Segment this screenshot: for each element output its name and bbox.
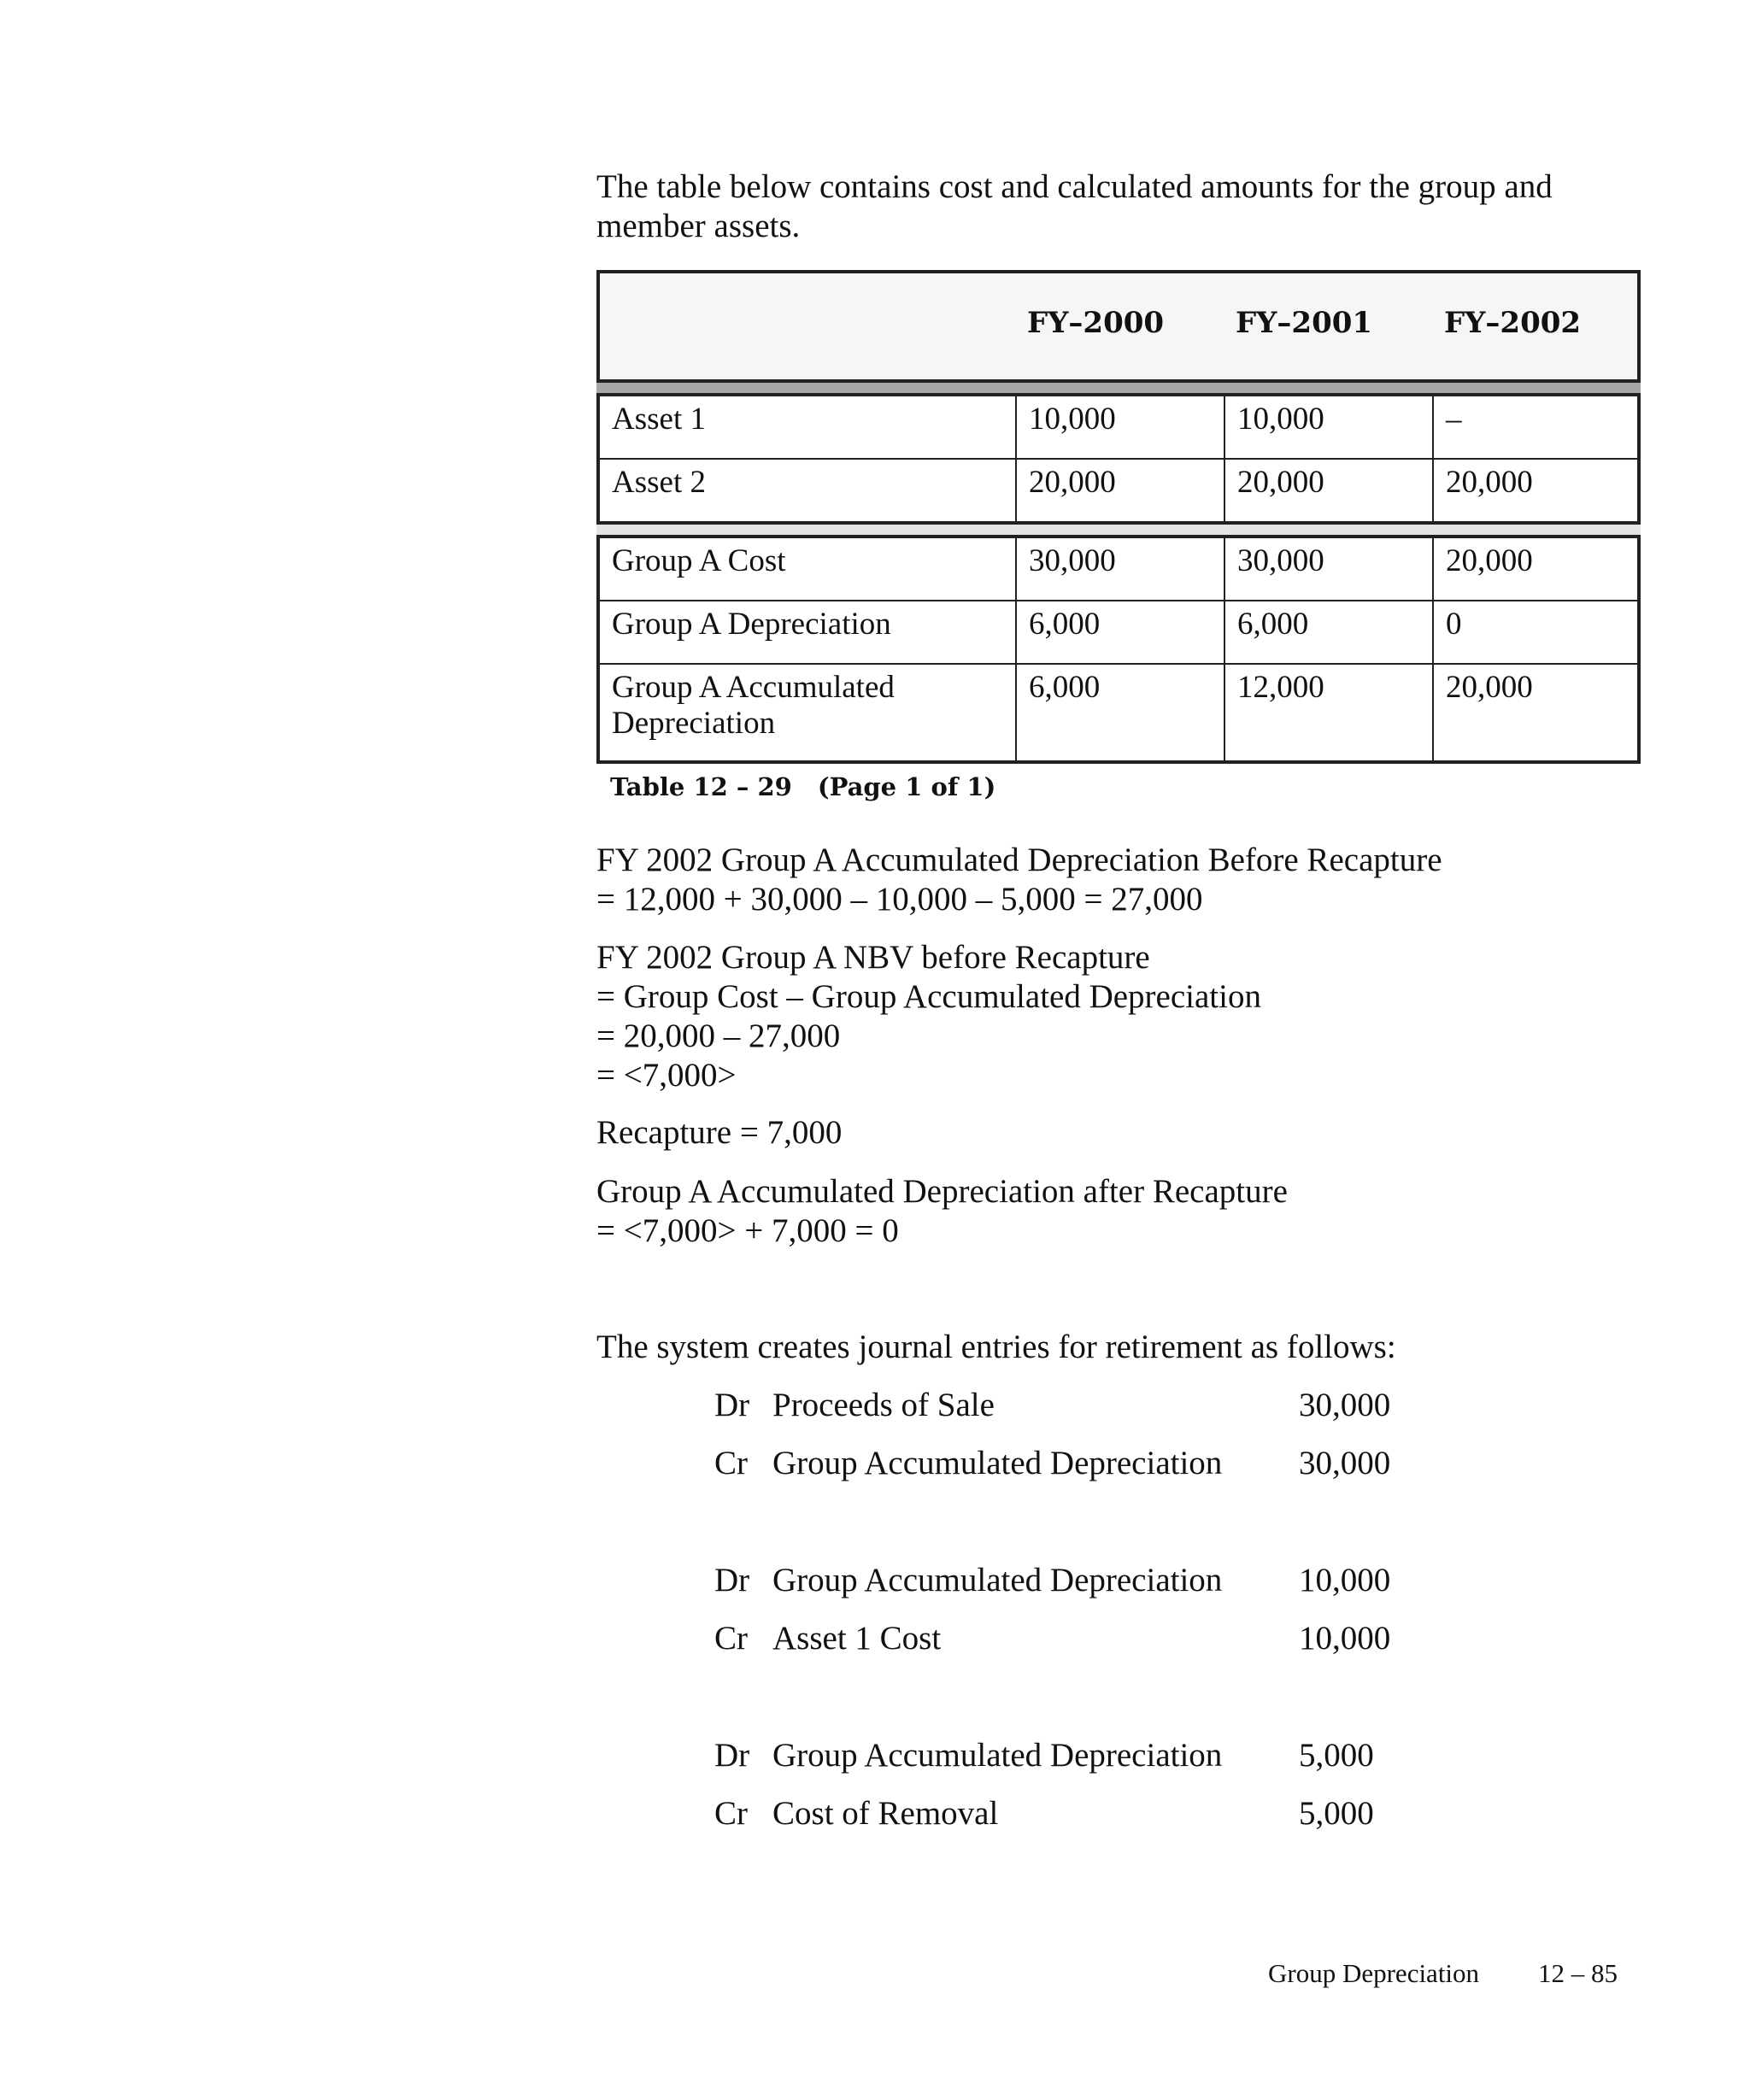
- accum-title: FY 2002 Group A Accumulated Depreciation Before Recapture: [596, 842, 1442, 878]
- table-cell: 12,000: [1224, 665, 1432, 760]
- recapture-line: Recapture = 7,000: [596, 1114, 843, 1151]
- journal-group-1: [714, 1386, 1390, 1502]
- accum-after-recapture: [596, 1172, 1288, 1251]
- row-label-line-2: Depreciation: [612, 706, 776, 741]
- table-cell: 20,000: [1432, 665, 1637, 760]
- journal-amount: 10,000: [1299, 1620, 1391, 1657]
- intro-paragraph: [596, 167, 1656, 246]
- nbv-line-3: = <7,000>: [596, 1057, 737, 1094]
- journal-group-3: [714, 1736, 1374, 1852]
- row-label-line-1: Group A Accumulated: [612, 670, 895, 705]
- footer-section-title: Group Depreciation: [1268, 1958, 1480, 1988]
- nbv-line-1: = Group Cost – Group Accumulated Depreciation: [596, 978, 1261, 1015]
- journal-account: Group Accumulated Depreciation: [772, 1737, 1223, 1774]
- table-row: [600, 458, 1637, 521]
- journal-line: [714, 1619, 1390, 1677]
- table-cell: 6,000: [1015, 665, 1224, 760]
- caption-table-number: Table 12 – 29: [610, 772, 792, 801]
- table-cell: –: [1432, 396, 1637, 458]
- group-rows: [596, 535, 1641, 764]
- journal-dc: Cr: [714, 1795, 748, 1832]
- footer-page-number: 12 – 85: [1538, 1958, 1618, 1988]
- intro-line-2: member assets.: [596, 208, 801, 244]
- journal-amount: 30,000: [1299, 1387, 1391, 1423]
- journal-line: [714, 1386, 1390, 1444]
- header-separator: [596, 383, 1641, 393]
- table-cell: 30,000: [1015, 538, 1224, 600]
- journal-account: Group Accumulated Depreciation: [772, 1445, 1223, 1481]
- table-header: [596, 270, 1641, 383]
- nbv-before-recapture: [596, 938, 1261, 1095]
- table-row: [600, 663, 1637, 760]
- table-cell: 30,000: [1224, 538, 1432, 600]
- table-cell: 6,000: [1015, 601, 1224, 663]
- journal-amount: 5,000: [1299, 1795, 1374, 1832]
- table-cell: 0: [1432, 601, 1637, 663]
- journal-line: [714, 1561, 1390, 1619]
- journal-line: [714, 1736, 1374, 1794]
- header-fy2002: FY–2002: [1444, 306, 1582, 340]
- journal-account: Group Accumulated Depreciation: [772, 1562, 1223, 1598]
- table-caption: [610, 772, 995, 801]
- journal-account: Proceeds of Sale: [772, 1387, 995, 1423]
- journal-dc: Cr: [714, 1445, 748, 1481]
- table-cell: 20,000: [1432, 460, 1637, 521]
- journal-amount: 10,000: [1299, 1562, 1391, 1598]
- table-row: [600, 538, 1637, 600]
- nbv-line-2: = 20,000 – 27,000: [596, 1018, 841, 1054]
- table-cell: 6,000: [1224, 601, 1432, 663]
- journal-line: [714, 1444, 1390, 1502]
- journal-amount: 5,000: [1299, 1737, 1374, 1774]
- table-cell: [600, 665, 1015, 760]
- table-row: [600, 600, 1637, 663]
- table-cell: Asset 1: [612, 402, 706, 437]
- journal-dc: Cr: [714, 1620, 748, 1657]
- table-cell: 10,000: [1224, 396, 1432, 458]
- caption-page: (Page 1 of 1): [817, 772, 996, 801]
- header-fy2000: FY–2000: [1027, 306, 1165, 340]
- table-cell: 20,000: [1432, 538, 1637, 600]
- table-cell: Group A Cost: [612, 543, 786, 578]
- asset-rows: [596, 393, 1641, 525]
- after-title: Group A Accumulated Depreciation after Recapture: [596, 1173, 1288, 1210]
- journal-line: [714, 1794, 1374, 1852]
- table-cell: 20,000: [1224, 460, 1432, 521]
- journal-dc: Dr: [714, 1562, 750, 1598]
- accum-formula: = 12,000 + 30,000 – 10,000 – 5,000 = 27,000: [596, 881, 1203, 918]
- journal-dc: Dr: [714, 1387, 750, 1423]
- accum-before-recapture: [596, 841, 1442, 919]
- nbv-title: FY 2002 Group A NBV before Recapture: [596, 939, 1150, 976]
- table-row: [600, 396, 1637, 458]
- table-cell: 10,000: [1015, 396, 1224, 458]
- journal-intro: The system creates journal entries for retirement as follows:: [596, 1329, 1396, 1365]
- table-cell: Asset 2: [612, 465, 706, 500]
- table-cell: 20,000: [1015, 460, 1224, 521]
- table-cell: Group A Depreciation: [612, 607, 891, 642]
- cost-table: [596, 270, 1641, 764]
- journal-account: Cost of Removal: [772, 1795, 999, 1832]
- after-formula: = <7,000> + 7,000 = 0: [596, 1212, 899, 1249]
- journal-amount: 30,000: [1299, 1445, 1391, 1481]
- journal-group-2: [714, 1561, 1390, 1677]
- journal-dc: Dr: [714, 1737, 750, 1774]
- header-fy2001: FY–2001: [1236, 306, 1373, 340]
- intro-line-1: The table below contains cost and calculated amounts for the group and: [596, 168, 1553, 205]
- group-separator: [596, 525, 1641, 535]
- journal-account: Asset 1 Cost: [772, 1620, 942, 1657]
